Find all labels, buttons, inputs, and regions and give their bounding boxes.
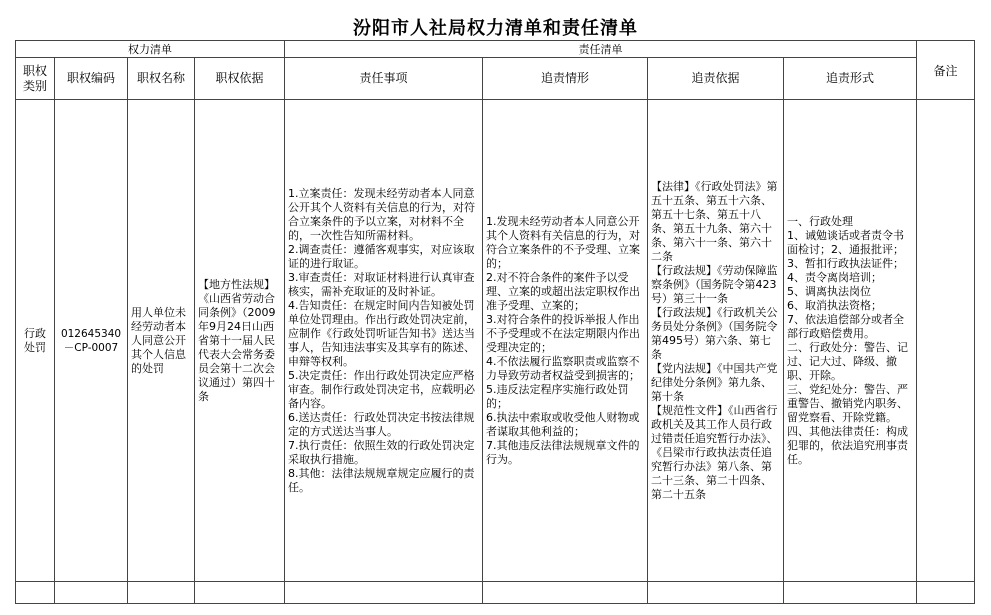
form-item: 5、调离执法岗位 <box>787 284 871 298</box>
circumstance-item: 6.执法中索取或收受他人财物或者谋取其他利益的； <box>486 410 640 438</box>
remarks-header: 备注 <box>917 41 975 100</box>
page-title: 汾阳市人社局权力清单和责任清单 <box>353 18 638 39</box>
circumstance-item: 2.对不符合条件的案件予以受理、立案的或超出法定职权作出准予受理、立案的； <box>486 270 640 312</box>
form-item: 6、取消执法资格； <box>787 298 882 312</box>
duty-item: 3.审查责任：对取证材料进行认真审查核实，需补充取证的及时补证。 <box>288 270 475 298</box>
responsibility-list-section-header: 责任清单 <box>285 41 917 58</box>
form-item: 三、党纪处分：警告、严重警告、撤销党内职务、留党察看、开除党籍。 <box>787 382 908 424</box>
empty-row <box>16 582 975 604</box>
duty-item: 2.调查责任：遵循客观事实，对应该取证的进行取证。 <box>288 242 475 270</box>
empty-cell <box>55 582 128 604</box>
form-item: 1、诫勉谈话或者责令书面检讨；2、通报批评； <box>787 228 904 256</box>
empty-cell <box>195 582 285 604</box>
form-item: 4、责令离岗培训； <box>787 270 882 284</box>
form-item: 3、暂扣行政执法证件； <box>787 256 904 270</box>
duty-item: 6.送达责任：行政处罚决定书按法律规定的方式送达当事人。 <box>288 410 475 438</box>
form-item: 四、其他法律责任：构成犯罪的，依法追究刑事责任。 <box>787 424 908 466</box>
cell-accountability-form <box>784 100 917 582</box>
duty-item: 4.告知责任：在规定时间内告知被处罚单位处罚理由。作出行政处罚决定前，应制作《行政处罚听证告知书》送达当事人，告知违法事实及其享有的陈述、申辩等权利。 <box>288 298 475 368</box>
basis-item: 【党内法规】《中国共产党纪律处分条例》第九条、第十条 <box>651 361 778 403</box>
basis-item: 【行政法规】《劳动保障监察条例》（国务院令第423号）第三十一条 <box>651 263 778 305</box>
cell-accountability-basis <box>648 100 784 582</box>
cell-basis: 【地方性法规】《山西省劳动合同条例》（2009年9月24日山西省第十一届人民代表大会常务委员会第十二次会议通过）第四十条 <box>195 100 285 582</box>
basis-item: 【法律】《行政处罚法》第五十五条、第五十六条、第五十七条、第五十八条、第五十九条、第六十条、第六十一条、第六十二条 <box>651 179 778 263</box>
header-accountability-basis: 追责依据 <box>648 58 784 100</box>
form-item: 二、行政处分：警告、记过、记大过、降级、撤职、开除。 <box>787 340 908 382</box>
header-category: 职权类别 <box>16 58 55 100</box>
cell-category: 行政处罚 <box>16 100 55 582</box>
duty-item: 7.执行责任：依照生效的行政处罚决定采取执行措施。 <box>288 438 475 466</box>
circumstance-item: 7.其他违反法律法规规章文件的行为。 <box>486 438 640 466</box>
empty-cell <box>917 582 975 604</box>
empty-cell <box>483 582 648 604</box>
circumstance-item: 4.不依法履行监察职责或监察不力导致劳动者权益受到损害的； <box>486 354 640 382</box>
empty-cell <box>784 582 917 604</box>
header-code: 职权编码 <box>55 58 128 100</box>
header-duties: 责任事项 <box>285 58 483 100</box>
empty-cell <box>16 582 55 604</box>
header-accountability-form: 追责形式 <box>784 58 917 100</box>
cell-circumstances <box>483 100 648 582</box>
duty-item: 8.其他：法律法规规章规定应履行的责任。 <box>288 466 475 494</box>
form-item: 一、行政处理 <box>787 214 853 228</box>
circumstance-item: 1.发现未经劳动者本人同意公开其个人资料有关信息的行为，对符合立案条件的不予受理、立案的； <box>486 214 640 270</box>
cell-remarks <box>917 100 975 582</box>
power-list-section-header: 权力清单 <box>16 41 285 58</box>
cell-code: 012645340－CP-0007 <box>55 100 128 582</box>
circumstance-item: 5.违反法定程序实施行政处罚的； <box>486 382 629 410</box>
empty-cell <box>128 582 195 604</box>
duty-item: 1.立案责任：发现未经劳动者本人同意公开其个人资料有关信息的行为，对符合立案条件的予以立案，对材料不全的，一次性告知所需材料。 <box>288 186 475 242</box>
basis-item: 【行政法规】《行政机关公务员处分条例》（国务院令第495号）第六条、第七条 <box>651 305 778 361</box>
header-basis: 职权依据 <box>195 58 285 100</box>
cell-name: 用人单位未经劳动者本人同意公开其个人信息的处罚 <box>128 100 195 582</box>
header-name: 职权名称 <box>128 58 195 100</box>
circumstance-item: 3.对符合条件的投诉举报人作出不予受理或不在法定期限内作出受理决定的； <box>486 312 640 354</box>
empty-cell <box>648 582 784 604</box>
form-item: 7、依法追偿部分或者全部行政赔偿费用。 <box>787 312 904 340</box>
cell-duties <box>285 100 483 582</box>
header-circumstances: 追责情形 <box>483 58 648 100</box>
basis-item: 【规范性文件】《山西省行政机关及其工作人员行政过错责任追究暂行办法》、《吕梁市行政执法责任追究暂行办法》第八条、第二十三条、第二十四条、第二十五条 <box>651 403 778 501</box>
duty-item: 5.决定责任：作出行政处罚决定应严格审查。制作行政处罚决定书，应载明必备内容。 <box>288 368 475 410</box>
responsibility-table <box>15 40 975 604</box>
empty-cell <box>285 582 483 604</box>
